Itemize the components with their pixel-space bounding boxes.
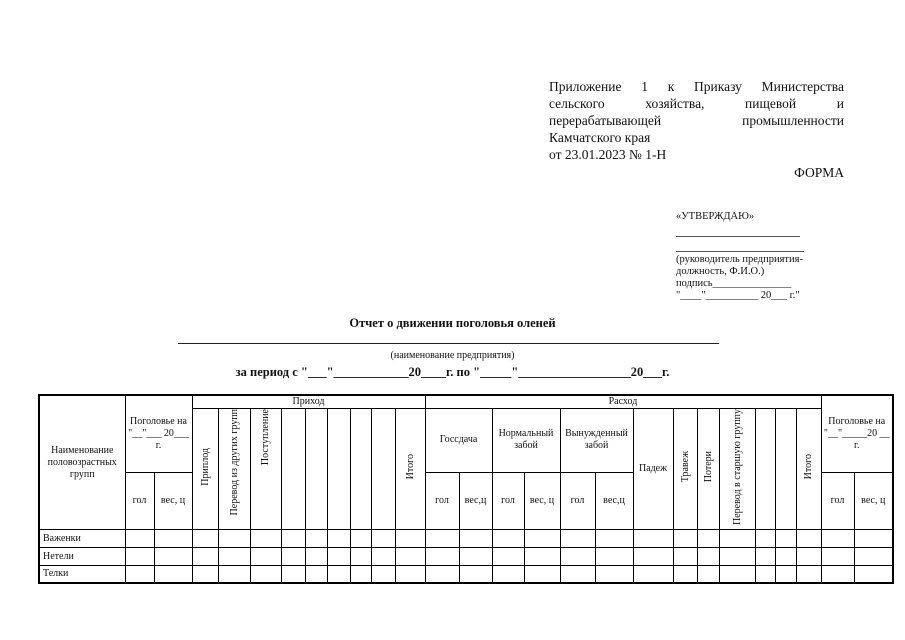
data-cell — [192, 566, 218, 583]
approval-block — [676, 211, 816, 302]
data-cell — [192, 548, 218, 566]
row-label: Важенки — [39, 530, 125, 548]
header-ves: вес,ц — [459, 472, 492, 529]
data-cell — [633, 548, 673, 566]
approval-role: должность, Ф.И.О.) — [676, 266, 765, 277]
data-cell — [755, 566, 775, 583]
data-cell — [250, 530, 281, 548]
header-group-names: Наименование половозрастных групп — [39, 395, 125, 530]
appendix-line: сельского хозяйства, пищевой и — [549, 96, 844, 111]
data-cell — [633, 530, 673, 548]
data-cell — [425, 548, 459, 566]
header-gol: гол — [821, 472, 854, 529]
data-cell — [281, 530, 305, 548]
data-cell — [250, 548, 281, 566]
table-row — [39, 566, 893, 583]
data-cell — [459, 530, 492, 548]
header-poteri: Потери — [697, 409, 719, 530]
data-cell — [350, 548, 371, 566]
data-cell — [796, 530, 821, 548]
data-cell — [305, 566, 327, 583]
appendix-line: Камчатского края — [549, 130, 651, 145]
data-cell — [125, 548, 154, 566]
data-cell — [821, 566, 854, 583]
report-title: Отчет о движении поголовья оленей — [349, 316, 556, 330]
data-cell — [350, 530, 371, 548]
data-cell — [395, 566, 425, 583]
header-income-col: Приплод — [192, 409, 218, 530]
data-cell — [154, 548, 192, 566]
data-cell — [673, 530, 697, 548]
data-cell — [755, 530, 775, 548]
data-cell — [218, 566, 250, 583]
data-cell — [821, 548, 854, 566]
data-cell — [395, 530, 425, 548]
approval-date: "____"__________ 20___ г." — [676, 290, 800, 301]
header-income-col: Перевод из других групп — [218, 409, 250, 530]
data-cell — [755, 548, 775, 566]
form-label: ФОРМА — [794, 165, 844, 180]
header-forced: Вынужденный забой — [560, 409, 633, 473]
signature-line — [676, 250, 804, 252]
data-cell — [305, 548, 327, 566]
approval-sign: подпись_______________ — [676, 278, 792, 289]
data-cell — [492, 566, 524, 583]
header-ves: вес, ц — [854, 472, 893, 529]
data-cell — [305, 530, 327, 548]
data-cell — [560, 566, 595, 583]
header-transfer: Перевод в старшую группу — [719, 409, 755, 530]
header-expense-total: Итого — [796, 409, 821, 530]
data-cell — [425, 566, 459, 583]
data-cell — [775, 530, 796, 548]
data-cell — [281, 566, 305, 583]
data-cell — [371, 548, 395, 566]
data-cell — [595, 530, 633, 548]
org-name-line — [178, 343, 719, 344]
data-cell — [673, 548, 697, 566]
header-income-col — [371, 409, 395, 530]
header-income-total: Итого — [395, 409, 425, 530]
data-cell — [395, 548, 425, 566]
data-cell — [371, 566, 395, 583]
header-normal: Нормальный забой — [492, 409, 560, 473]
report-period: за период с "___"____________20____г. по "_____"__________________20___г. — [235, 365, 670, 379]
data-cell — [697, 530, 719, 548]
data-cell — [595, 566, 633, 583]
data-cell — [673, 566, 697, 583]
data-cell — [125, 566, 154, 583]
data-cell — [327, 530, 350, 548]
data-cell — [281, 548, 305, 566]
data-cell — [854, 566, 893, 583]
data-cell — [327, 548, 350, 566]
appendix-note — [549, 78, 844, 163]
data-cell — [192, 530, 218, 548]
approval-heading: «УТВЕРЖДАЮ» — [676, 211, 755, 222]
data-cell — [425, 530, 459, 548]
appendix-line: Приложение 1 к Приказу Министерства — [549, 79, 844, 94]
header-income-col — [350, 409, 371, 530]
data-cell — [775, 566, 796, 583]
data-cell — [560, 530, 595, 548]
data-cell — [218, 548, 250, 566]
data-cell — [796, 548, 821, 566]
data-cell — [459, 566, 492, 583]
org-name-caption: (наименование предприятия) — [390, 350, 515, 361]
header-ves: вес, ц — [524, 472, 560, 529]
header-gol: гол — [425, 472, 459, 529]
header-expense-col — [755, 409, 775, 530]
data-cell — [560, 548, 595, 566]
header-income-col — [327, 409, 350, 530]
header-ves: вес,ц — [595, 472, 633, 529]
data-cell — [492, 530, 524, 548]
header-gos: Госсдача — [425, 409, 492, 473]
approval-role: (руководитель предприятия- — [676, 254, 803, 265]
report-table — [38, 394, 894, 584]
data-cell — [125, 530, 154, 548]
header-stock-start: Поголовье на "__"___ 20___ г. — [125, 395, 192, 472]
data-cell — [719, 566, 755, 583]
data-cell — [154, 566, 192, 583]
appendix-line: от 23.01.2023 № 1-Н — [549, 147, 667, 162]
data-cell — [775, 548, 796, 566]
data-cell — [697, 566, 719, 583]
data-cell — [218, 530, 250, 548]
header-stock-end: Поголовье на "__"_____20 __ г. — [821, 395, 893, 472]
table-row — [39, 530, 893, 548]
data-cell — [854, 530, 893, 548]
data-cell — [524, 548, 560, 566]
header-travezh: Травеж — [673, 409, 697, 530]
data-cell — [459, 548, 492, 566]
header-expense: Расход — [425, 395, 821, 409]
appendix-line: перерабатывающей промышленности — [549, 113, 844, 128]
row-label: Телки — [39, 566, 125, 583]
header-gol: гол — [492, 472, 524, 529]
data-cell — [350, 566, 371, 583]
data-cell — [719, 530, 755, 548]
signature-line — [676, 235, 800, 237]
data-cell — [327, 566, 350, 583]
header-expense-col — [775, 409, 796, 530]
header-income-col: Поступление — [250, 409, 281, 530]
header-ves: вес, ц — [154, 472, 192, 529]
data-cell — [854, 548, 893, 566]
data-cell — [524, 566, 560, 583]
data-cell — [821, 530, 854, 548]
table-row — [39, 548, 893, 566]
data-cell — [371, 530, 395, 548]
header-income-col — [281, 409, 305, 530]
header-padezh: Падеж — [633, 409, 673, 530]
header-income-col — [305, 409, 327, 530]
header-gol: гол — [125, 472, 154, 529]
data-cell — [154, 530, 192, 548]
data-cell — [633, 566, 673, 583]
data-cell — [492, 548, 524, 566]
header-income: Приход — [192, 395, 425, 409]
data-cell — [524, 530, 560, 548]
data-cell — [595, 548, 633, 566]
data-cell — [796, 566, 821, 583]
header-gol: гол — [560, 472, 595, 529]
data-cell — [697, 548, 719, 566]
data-cell — [719, 548, 755, 566]
data-cell — [250, 566, 281, 583]
row-label: Нетели — [39, 548, 125, 566]
